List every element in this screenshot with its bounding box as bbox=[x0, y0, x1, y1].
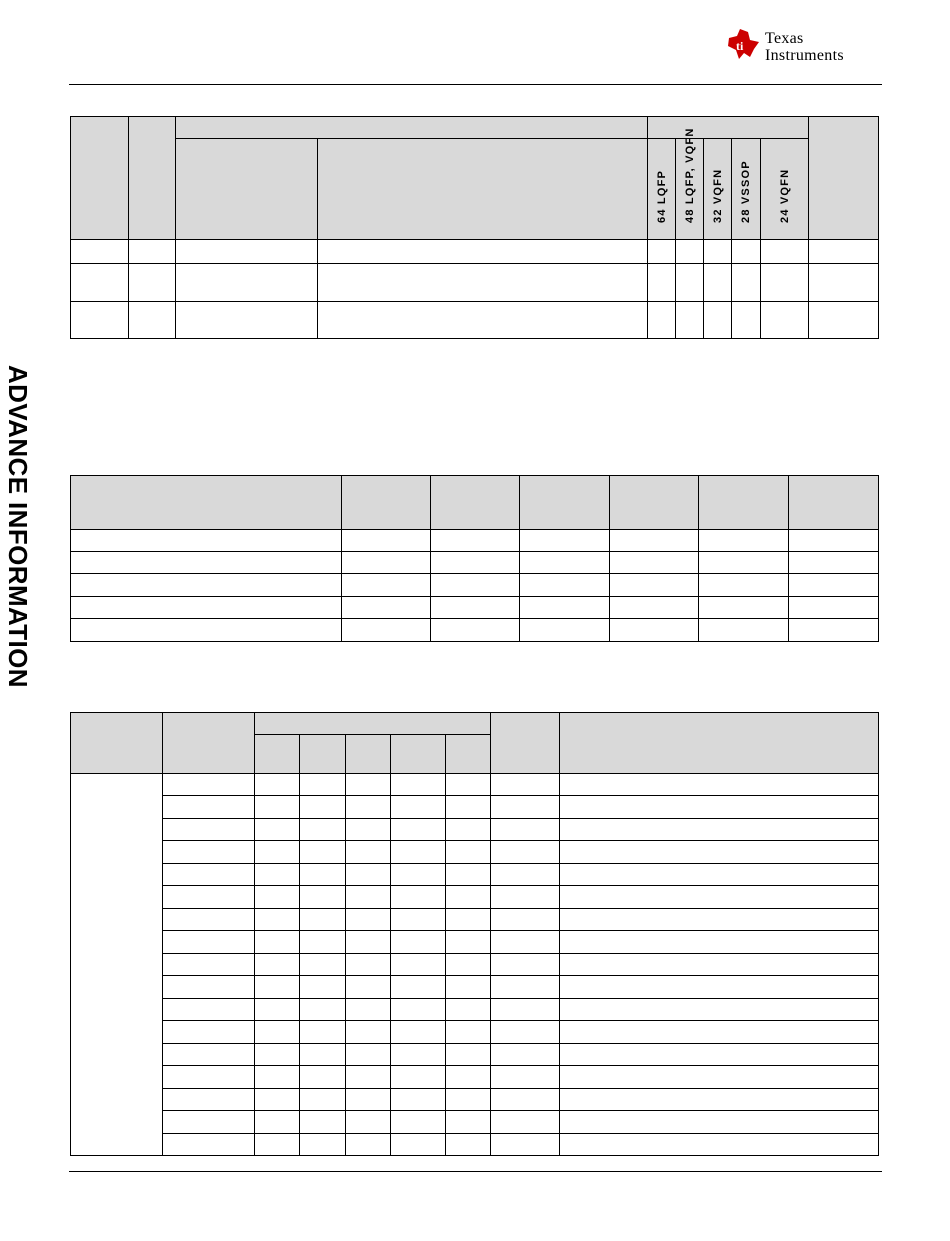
package-header-32-vqfn bbox=[703, 138, 732, 240]
header-cell bbox=[808, 116, 879, 240]
header-cell bbox=[559, 712, 879, 774]
header-rule bbox=[69, 84, 882, 85]
header-cell bbox=[254, 734, 300, 774]
package-label: 48 LQFP, VQFN bbox=[683, 127, 696, 223]
table-grid bbox=[70, 239, 879, 339]
header-cell bbox=[345, 734, 391, 774]
header-cell bbox=[490, 712, 560, 774]
package-header-24-vqfn bbox=[760, 138, 809, 240]
summary-table bbox=[70, 475, 879, 642]
package-header-28-vssop bbox=[731, 138, 761, 240]
package-header-48-lqfp-vqfn bbox=[675, 127, 704, 240]
table-rows bbox=[162, 773, 879, 1156]
header-cell bbox=[519, 475, 610, 530]
header-cell bbox=[70, 116, 129, 240]
header-cell bbox=[70, 475, 342, 530]
package-label: 32 VQFN bbox=[711, 168, 724, 223]
header-cell bbox=[430, 475, 520, 530]
logo-text-instruments: Instruments bbox=[765, 47, 844, 64]
table-grid bbox=[162, 773, 879, 1156]
header-cell bbox=[254, 712, 491, 735]
header-cell bbox=[788, 475, 879, 530]
texas-instruments-logo bbox=[726, 26, 886, 66]
pin-attributes-table bbox=[70, 116, 879, 339]
header-cell bbox=[299, 734, 346, 774]
header-cell bbox=[341, 475, 431, 530]
header-cell bbox=[162, 712, 255, 774]
header-cell bbox=[647, 116, 809, 139]
header-cell bbox=[390, 734, 446, 774]
footer-rule bbox=[69, 1171, 882, 1172]
table-grid bbox=[70, 529, 879, 642]
package-label: 64 LQFP bbox=[655, 169, 668, 223]
header-cell bbox=[70, 712, 163, 774]
header-cell bbox=[175, 116, 648, 139]
header-cell bbox=[698, 475, 789, 530]
advance-information-watermark: ADVANCE INFORMATION bbox=[3, 365, 33, 688]
merged-group-cell bbox=[70, 773, 163, 1156]
signal-table bbox=[70, 712, 879, 1156]
package-label: 24 VQFN bbox=[778, 168, 791, 223]
header-cell bbox=[445, 734, 491, 774]
svg-text:ti: ti bbox=[736, 39, 744, 53]
logo-text-texas: Texas bbox=[765, 30, 804, 47]
header-cell bbox=[175, 138, 318, 240]
header-cell bbox=[609, 475, 699, 530]
header-cell bbox=[317, 138, 648, 240]
package-header-64-lqfp bbox=[647, 138, 676, 240]
header-cell bbox=[128, 116, 176, 240]
package-label: 28 VSSOP bbox=[740, 160, 752, 223]
ti-state-icon bbox=[726, 26, 762, 62]
